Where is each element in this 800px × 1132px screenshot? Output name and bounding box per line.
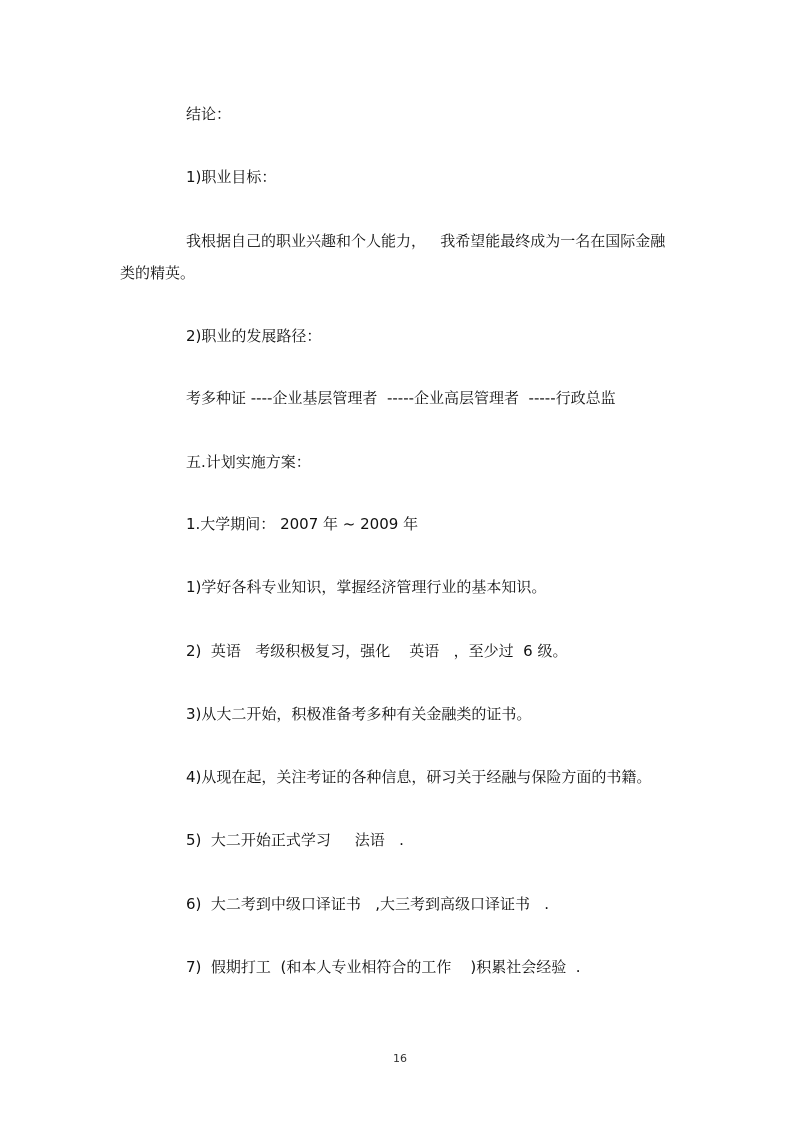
plan-heading: 五.计划实施方案： [186,453,311,471]
plan-item: 2) 英语 考级积极复习，强化 英语 ，至少过 6 级。 [186,642,568,660]
plan-item: 5) 大二开始正式学习 法语 . [186,831,404,849]
college-period: 1.大学期间： 2007 年 ~ 2009 年 [186,515,419,533]
plan-item: 3)从大二开始，积极准备考多种有关金融类的证书。 [186,705,532,723]
page-number: 16 [393,1052,407,1065]
plan-item: 1)学好各科专业知识，掌握经济管理行业的基本知识。 [186,578,547,596]
conclusion-heading: 结论： [186,105,232,123]
plan-item: 6) 大二考到中级口译证书 ,大三考到高级口译证书 . [186,895,550,913]
career-path-heading: 2)职业的发展路径： [186,327,322,345]
career-goal-text-line2: 类的精英。 [120,264,196,282]
plan-item: 4)从现在起，关注考证的各种信息，研习关于经融与保险方面的书籍。 [186,768,652,786]
career-goal-text-line1: 我根据自己的职业兴趣和个人能力， 我希望能最终成为一名在国际金融 [186,232,666,250]
career-goal-heading: 1)职业目标： [186,168,277,186]
plan-item: 7) 假期打工 (和本人专业相符合的工作 )积累社会经验 . [186,958,581,976]
career-path-text: 考多种证 ----企业基层管理者 -----企业高层管理者 -----行政总监 [186,389,616,407]
